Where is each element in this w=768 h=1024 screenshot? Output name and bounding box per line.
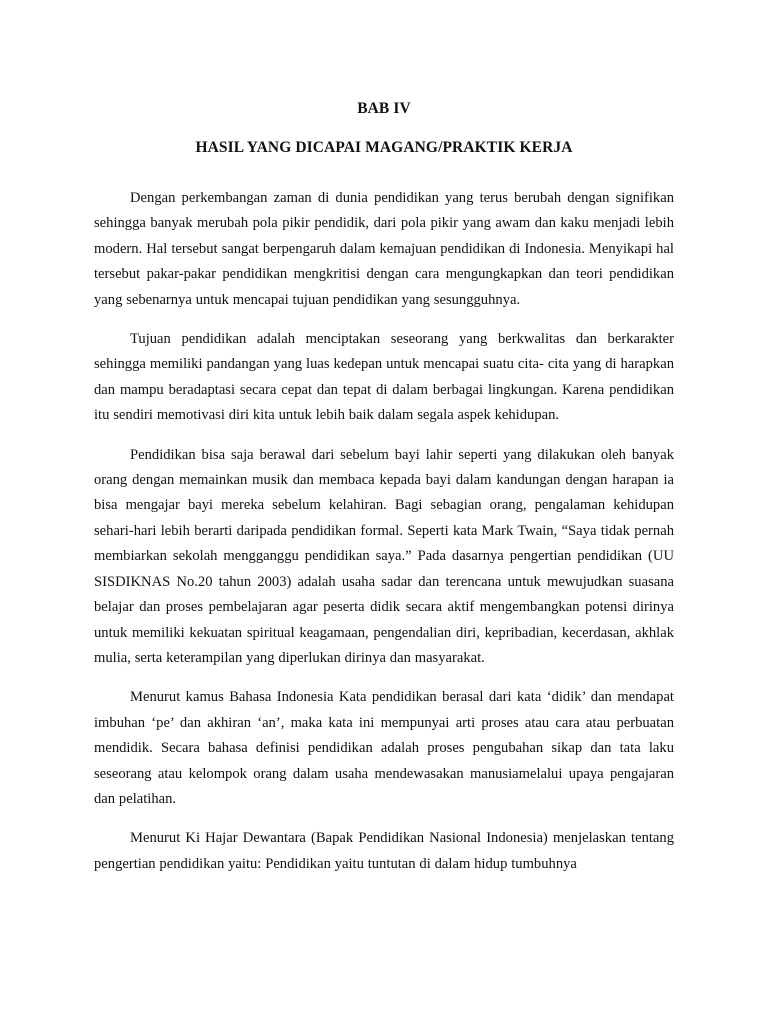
paragraph: Dengan perkembangan zaman di dunia pendidikan yang terus berubah dengan signifikan sehingga banyak merubah pola pikir pendidik, dari pola pikir yang awam dan kaku menjadi lebih modern. Hal tersebut sangat berpengaruh dalam kemajuan pendidikan di Indonesia. Menyikapi hal tersebut pakar-pakar pendidikan mengkritisi dengan cara mengungkapkan dan teori pendidikan yang sebenarnya untuk mencapai tujuan pendidikan yang sesungguhnya. (94, 190, 674, 308)
paragraph: Pendidikan bisa saja berawal dari sebelum bayi lahir seperti yang dilakukan oleh banyak orang dengan memainkan musik dan membaca kepada bayi dalam kandungan dengan harapan ia bisa mengajar bayi mereka sebelum kelahiran. Bagi sebagian orang, pengalaman kehidupan sehari-hari lebih berarti daripada pendidikan formal. Seperti kata Mark Twain, “Saya tidak pernah membiarkan sekolah mengganggu pendidikan saya.” Pada dasarnya pengertian pendidikan (UU SISDIKNAS No.20 tahun 2003) adalah usaha sadar dan terencana untuk mewujudkan suasana belajar dan proses pembelajaran agar peserta didik secara aktif mengembangkan potensi dirinya untuk memiliki kekuatan spiritual keagamaan, pengendalian diri, kepribadian, kecerdasan, akhlak mulia, serta keterampilan yang diperlukan dirinya dan masyarakat. (94, 446, 674, 666)
chapter-label: BAB IV (357, 100, 411, 117)
paragraph: Menurut Ki Hajar Dewantara (Bapak Pendidikan Nasional Indonesia) menjelaskan tentang pengertian pendidikan yaitu: Pendidikan yaitu tuntutan di dalam hidup tumbuhnya (94, 830, 674, 872)
paragraph: Tujuan pendidikan adalah menciptakan seseorang yang berkwalitas dan berkarakter sehingga memiliki pandangan yang luas kedepan untuk mencapai suatu cita- cita yang di harapkan dan mampu beradaptasi secara cepat dan tepat di dalam berbagai lingkungan. Karena pendidikan itu sendiri memotivasi diri kita untuk lebih baik dalam segala aspek kehidupan. (94, 331, 674, 424)
chapter-title: HASIL YANG DICAPAI MAGANG/PRAKTIK KERJA (195, 139, 573, 156)
paragraph: Menurut kamus Bahasa Indonesia Kata pendidikan berasal dari kata ‘didik’ dan mendapat imbuhan ‘pe’ dan akhiran ‘an’, maka kata ini mempunyai arti proses atau cara atau perbuatan mendidik. Secara bahasa definisi pendidikan adalah proses pengubahan sikap dan tata laku seseorang atau kelompok orang dalam usaha mendewasakan manusiamelalui upaya pengajaran dan pelatihan. (94, 689, 674, 807)
body-text (94, 186, 674, 877)
